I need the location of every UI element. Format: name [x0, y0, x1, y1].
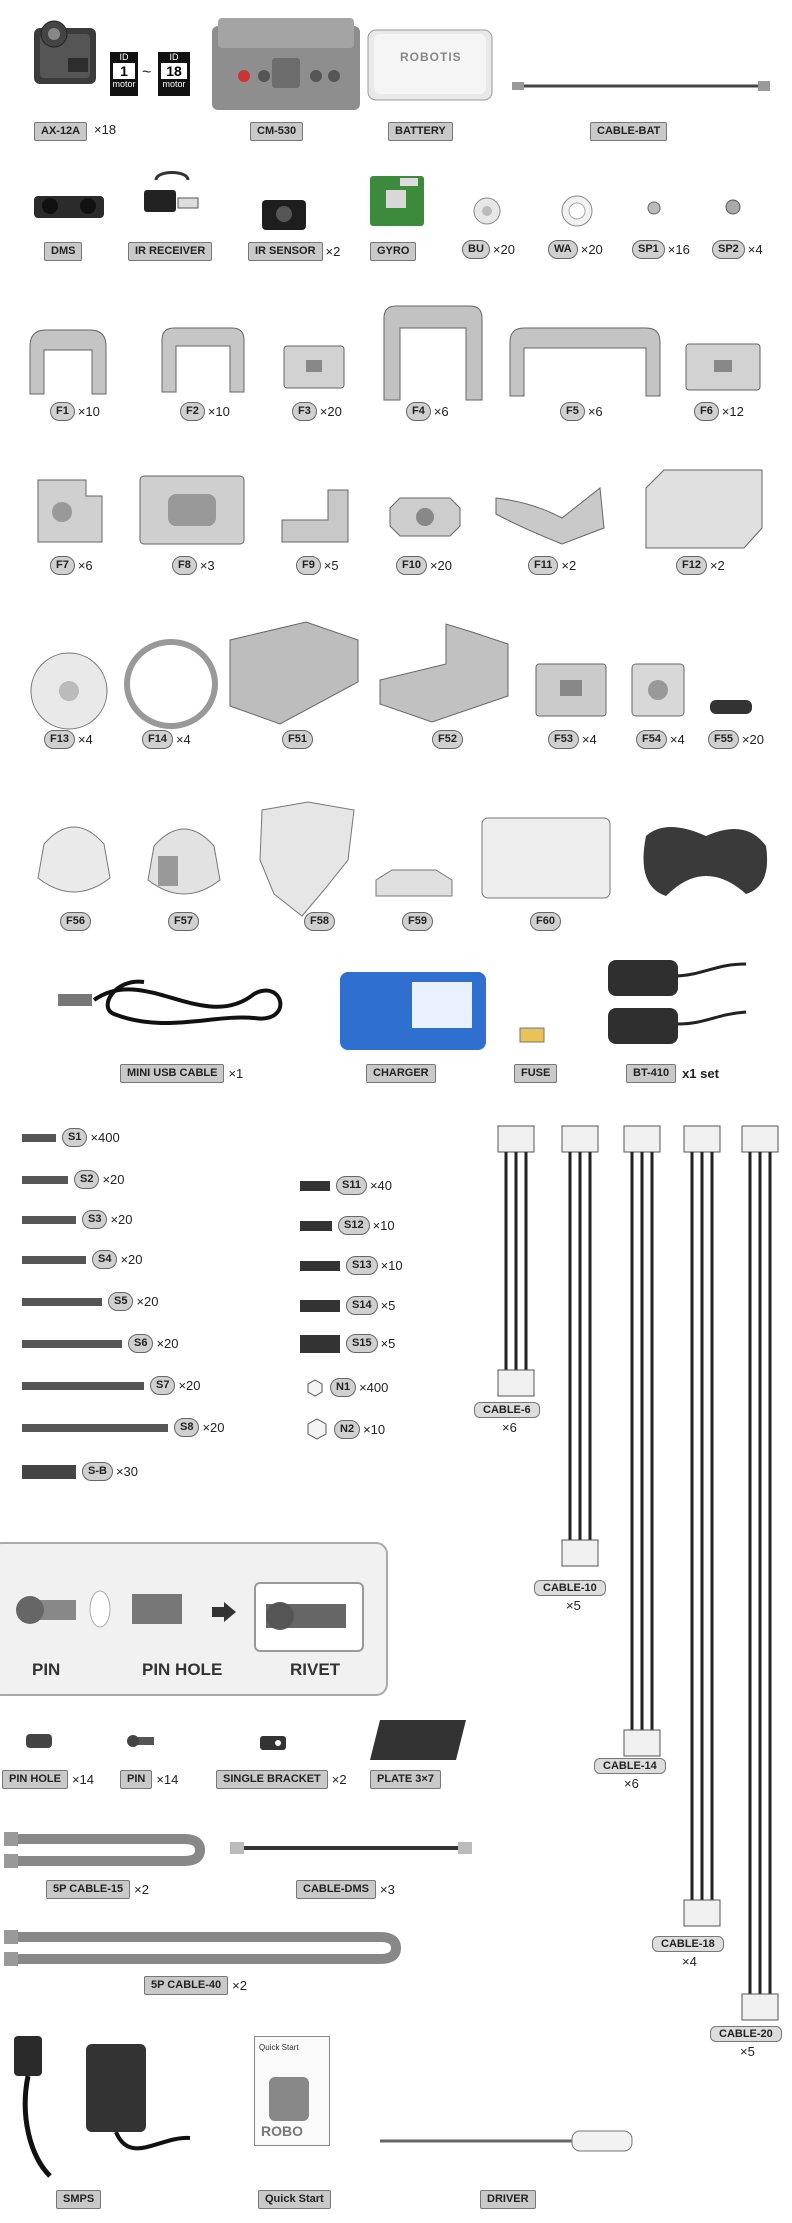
ir-receiver-image — [140, 170, 204, 230]
f7-image — [32, 476, 106, 546]
cable-dms-caption — [296, 1880, 395, 1899]
id-badge-18-num: 18 — [161, 63, 187, 79]
smps-image — [10, 2026, 200, 2180]
single-bracket-image — [258, 1734, 288, 1752]
f12-caption — [676, 556, 725, 575]
f53-image — [534, 662, 608, 718]
s14-screw — [300, 1300, 340, 1312]
bu-caption — [462, 240, 515, 259]
n1-qty: ×400 — [359, 1380, 389, 1395]
s4-row — [22, 1250, 143, 1269]
id-badge-1-sub: motor — [112, 79, 136, 89]
cable-6-image — [496, 1124, 536, 1400]
f7-code: F7 — [50, 556, 75, 575]
s14-code: S14 — [346, 1296, 378, 1315]
rivet-frame — [254, 1582, 364, 1652]
single-bracket-caption — [216, 1770, 347, 1789]
single-bracket-label: SINGLE BRACKET — [216, 1770, 328, 1789]
f12-image — [644, 468, 766, 550]
cable-10-image — [560, 1124, 600, 1570]
rivet-image — [266, 1596, 346, 1636]
s14-qty: ×5 — [380, 1298, 396, 1313]
ir-sensor-label: IR SENSOR — [248, 242, 323, 261]
f13-qty: ×4 — [77, 732, 93, 747]
wa-caption — [548, 240, 603, 259]
sp1-code: SP1 — [632, 240, 665, 259]
quick-start-label: Quick Start — [258, 2190, 331, 2209]
sp2-code: SP2 — [712, 240, 745, 259]
f54-image — [630, 662, 686, 718]
cable-bat-image — [512, 80, 772, 92]
pin-part-qty: ×14 — [156, 1772, 179, 1787]
s2-qty: ×20 — [102, 1172, 125, 1187]
f55-caption — [708, 730, 764, 749]
f58-caption — [304, 912, 335, 931]
f12-qty: ×2 — [709, 558, 725, 573]
f8-qty: ×3 — [199, 558, 215, 573]
charger-image — [340, 972, 486, 1050]
s13-row — [300, 1256, 403, 1275]
f10-caption — [396, 556, 452, 575]
servo-qty: ×18 — [94, 122, 117, 137]
f6-caption — [694, 402, 744, 421]
n1-nut-icon — [306, 1379, 324, 1397]
ir-sensor-qty: ×2 — [325, 244, 341, 259]
f11-code: F11 — [528, 556, 558, 575]
sp2-caption — [712, 240, 763, 259]
f51-code: F51 — [282, 730, 313, 749]
s6-code: S6 — [128, 1334, 153, 1353]
f5-caption — [560, 402, 603, 421]
f3-image — [282, 344, 346, 390]
bt-qty: x1 set — [682, 1066, 719, 1081]
5p-cable-40-image — [4, 1928, 396, 1968]
pin-text: PIN — [32, 1660, 61, 1679]
f51-caption — [282, 730, 313, 749]
f56-caption — [60, 912, 91, 931]
s12-row — [300, 1216, 395, 1235]
s5-qty: ×20 — [136, 1294, 159, 1309]
s7-qty: ×20 — [178, 1378, 201, 1393]
f59-caption — [402, 912, 433, 931]
f12-code: F12 — [676, 556, 707, 575]
n1-row — [306, 1378, 388, 1397]
id-badge-18 — [158, 52, 190, 96]
f4-qty: ×6 — [433, 404, 449, 419]
f9-code: F9 — [296, 556, 321, 575]
quick-start-cover-brand: ROBO — [261, 2123, 303, 2139]
pin-caption — [120, 1770, 178, 1789]
s1-row — [22, 1128, 120, 1147]
5p-cable-15-qty: ×2 — [134, 1882, 149, 1897]
s7-screw — [22, 1382, 144, 1390]
sp2-qty: ×4 — [747, 242, 763, 257]
s8-row — [22, 1418, 225, 1437]
f57-image — [144, 816, 224, 906]
s15-qty: ×5 — [380, 1336, 396, 1351]
n2-qty: ×10 — [363, 1421, 386, 1437]
ir-receiver-label: IR RECEIVER — [128, 242, 212, 261]
battery-brand: ROBOTIS — [400, 50, 462, 64]
smps-label: SMPS — [56, 2190, 101, 2209]
f1-caption — [50, 402, 100, 421]
pin-hole-part-image — [24, 1732, 54, 1750]
f10-code: F10 — [396, 556, 427, 575]
fuse-label: FUSE — [514, 1064, 557, 1083]
servo-image — [28, 18, 108, 88]
bu-image — [472, 196, 502, 226]
f54-caption — [636, 730, 685, 749]
s11-screw — [300, 1181, 330, 1191]
cable-14-label: CABLE-14 — [594, 1758, 666, 1774]
arrow-right-icon — [212, 1602, 236, 1622]
s6-row — [22, 1334, 179, 1353]
f13-code: F13 — [44, 730, 75, 749]
s3-row — [22, 1210, 133, 1229]
s8-screw — [22, 1424, 168, 1432]
cable-18-label: CABLE-18 — [652, 1936, 724, 1952]
s15-row — [300, 1334, 395, 1353]
f6-code: F6 — [694, 402, 719, 421]
battery-image — [368, 30, 492, 100]
f14-code: F14 — [142, 730, 173, 749]
n2-row — [306, 1418, 385, 1440]
s15-screw — [300, 1335, 340, 1353]
f5-image — [506, 324, 664, 398]
pin-hole-caption — [2, 1770, 94, 1789]
driver-label: DRIVER — [480, 2190, 536, 2209]
pin-hole-part-label: PIN HOLE — [2, 1770, 68, 1789]
s3-qty: ×20 — [110, 1212, 133, 1227]
s5-code: S5 — [108, 1292, 133, 1311]
s14-row — [300, 1296, 395, 1315]
bu-code: BU — [462, 240, 490, 259]
5p-cable-15-caption — [46, 1880, 149, 1899]
f1-code: F1 — [50, 402, 75, 421]
s2-code: S2 — [74, 1170, 99, 1189]
f4-caption — [406, 402, 449, 421]
pin-hole-text: PIN HOLE — [142, 1660, 223, 1679]
f60-image — [480, 816, 612, 900]
f58-image — [254, 800, 362, 918]
s2-screw — [22, 1176, 68, 1184]
f1-qty: ×10 — [77, 404, 100, 419]
cable-6-label: CABLE-6 — [474, 1402, 540, 1418]
sb-screw — [22, 1465, 76, 1479]
sb-qty: ×30 — [115, 1464, 139, 1479]
s12-screw — [300, 1221, 332, 1231]
usb-label: MINI USB CABLE — [120, 1064, 224, 1083]
f5-qty: ×6 — [587, 404, 603, 419]
s13-code: S13 — [346, 1256, 378, 1275]
f52-caption — [432, 730, 463, 749]
id-tilde: ~ — [142, 64, 152, 81]
s3-screw — [22, 1216, 76, 1224]
f8-image — [138, 474, 246, 546]
s8-code: S8 — [174, 1418, 199, 1437]
f8-code: F8 — [172, 556, 197, 575]
f55-qty: ×20 — [741, 732, 765, 747]
id-badge-1-num: 1 — [113, 63, 135, 79]
5p-cable-40-caption — [144, 1976, 247, 1995]
f58-code: F58 — [304, 912, 335, 931]
f11-caption — [528, 556, 576, 575]
cable-dms-label: CABLE-DMS — [296, 1880, 376, 1899]
controller-pad-image — [636, 816, 772, 900]
f9-caption — [296, 556, 339, 575]
f57-caption — [168, 912, 199, 931]
s3-code: S3 — [82, 1210, 107, 1229]
f11-qty: ×2 — [561, 558, 577, 573]
f54-code: F54 — [636, 730, 667, 749]
n1-code: N1 — [330, 1378, 356, 1397]
f4-code: F4 — [406, 402, 431, 421]
usb-cable-image — [54, 974, 304, 1034]
pin-hole-part-qty: ×14 — [71, 1772, 95, 1787]
f14-qty: ×4 — [175, 732, 191, 747]
quick-start-cover-title: Quick Start — [259, 2043, 299, 2052]
f57-code: F57 — [168, 912, 199, 931]
f13-image — [28, 650, 110, 732]
s7-row — [22, 1376, 201, 1395]
pin-hole-image — [88, 1584, 188, 1634]
f14-image — [124, 640, 218, 728]
wa-code: WA — [548, 240, 578, 259]
id-badge-18-sub: motor — [162, 79, 186, 89]
plate-image — [368, 1718, 468, 1762]
s11-row — [300, 1176, 392, 1195]
5p-cable-15-label: 5P CABLE-15 — [46, 1880, 130, 1899]
usb-qty: ×1 — [228, 1066, 244, 1081]
f2-qty: ×10 — [207, 404, 230, 419]
cable-18-image — [682, 1124, 722, 1930]
f6-qty: ×12 — [721, 404, 744, 419]
s7-code: S7 — [150, 1376, 175, 1395]
controller-image — [212, 18, 360, 110]
f2-image — [156, 324, 250, 394]
cable-dms-qty: ×3 — [380, 1882, 395, 1897]
cable-6-qty: ×6 — [502, 1420, 517, 1435]
f53-caption — [548, 730, 597, 749]
f13-caption — [44, 730, 93, 749]
pin-image — [16, 1592, 86, 1628]
5p-cable-15-image — [4, 1830, 200, 1870]
f9-qty: ×5 — [323, 558, 339, 573]
screwdriver-icon — [376, 2128, 638, 2154]
gyro-image — [370, 176, 424, 226]
id-badge-1-top: ID — [119, 52, 129, 62]
id-badge-18-top: ID — [169, 52, 179, 62]
cable-18-qty: ×4 — [682, 1954, 697, 1969]
plate-label: PLATE 3×7 — [370, 1770, 441, 1789]
f52-image — [376, 620, 512, 724]
cable-14-qty: ×6 — [624, 1776, 639, 1791]
s4-screw — [22, 1256, 86, 1264]
f51-image — [226, 620, 362, 726]
f2-code: F2 — [180, 402, 205, 421]
s1-code: S1 — [62, 1128, 87, 1147]
f6-image — [684, 342, 762, 392]
bt-caption — [626, 1064, 719, 1083]
cable-10-qty: ×5 — [566, 1598, 581, 1613]
cable-14-image — [622, 1124, 662, 1760]
bu-qty: ×20 — [492, 242, 515, 257]
controller-label: CM-530 — [250, 122, 303, 141]
s12-qty: ×10 — [372, 1218, 395, 1233]
ir-sensor-caption — [248, 242, 340, 261]
dms-label: DMS — [44, 242, 82, 261]
cable-20-qty: ×5 — [740, 2044, 755, 2059]
f8-caption — [172, 556, 215, 575]
5p-cable-40-label: 5P CABLE-40 — [144, 1976, 228, 1995]
f55-code: F55 — [708, 730, 739, 749]
s11-qty: ×40 — [369, 1178, 393, 1193]
f7-qty: ×6 — [77, 558, 93, 573]
charger-label: CHARGER — [366, 1064, 436, 1083]
bt-label: BT-410 — [626, 1064, 676, 1083]
s8-qty: ×20 — [202, 1420, 225, 1435]
f53-code: F53 — [548, 730, 579, 749]
f59-image — [372, 866, 456, 900]
f3-caption — [292, 402, 342, 421]
quick-start-booklet — [254, 2036, 330, 2146]
s5-screw — [22, 1298, 102, 1306]
sb-code: S-B — [82, 1462, 113, 1481]
f53-qty: ×4 — [581, 732, 597, 747]
wa-qty: ×20 — [580, 242, 603, 257]
cable-10-label: CABLE-10 — [534, 1580, 606, 1596]
s13-screw — [300, 1261, 340, 1271]
s12-code: S12 — [338, 1216, 370, 1235]
f52-code: F52 — [432, 730, 463, 749]
f56-image — [34, 814, 114, 904]
robot-photo — [269, 2077, 309, 2121]
ir-sensor-image — [262, 196, 306, 232]
pin-diagram-box — [0, 1542, 388, 1696]
battery-label: BATTERY — [388, 122, 453, 141]
5p-cable-40-qty: ×2 — [232, 1978, 247, 1993]
s1-screw — [22, 1134, 56, 1142]
sp1-image — [646, 200, 662, 216]
f11-image — [492, 478, 608, 548]
s2-row — [22, 1170, 125, 1189]
rivet-text: RIVET — [290, 1660, 341, 1679]
n2-code: N2 — [334, 1420, 360, 1439]
sp2-image — [724, 198, 742, 216]
sp1-caption — [632, 240, 690, 259]
s5-row — [22, 1292, 159, 1311]
bt-image — [606, 954, 756, 1050]
f3-code: F3 — [292, 402, 317, 421]
pin-part-label: PIN — [120, 1770, 152, 1789]
n2-nut-icon — [306, 1418, 328, 1440]
dms-image — [34, 188, 104, 224]
cable-20-image — [740, 1124, 780, 2024]
f14-caption — [142, 730, 191, 749]
s11-code: S11 — [336, 1176, 367, 1195]
f55-image — [708, 698, 754, 716]
wa-image — [560, 194, 594, 228]
f60-caption — [530, 912, 561, 931]
f59-code: F59 — [402, 912, 433, 931]
gyro-label: GYRO — [370, 242, 416, 261]
cable-dms-image — [230, 1840, 474, 1856]
s4-qty: ×20 — [120, 1252, 143, 1267]
servo-label: AX-12A — [34, 122, 87, 141]
f56-code: F56 — [60, 912, 91, 931]
single-bracket-qty: ×2 — [331, 1772, 347, 1787]
s6-qty: ×20 — [156, 1336, 179, 1351]
cable-bat-label: CABLE-BAT — [590, 122, 667, 141]
f60-code: F60 — [530, 912, 561, 931]
f7-caption — [50, 556, 93, 575]
f3-qty: ×20 — [319, 404, 342, 419]
sb-row — [22, 1462, 138, 1481]
s15-code: S15 — [346, 1334, 378, 1353]
fuse-image — [518, 1026, 546, 1044]
id-badge-1 — [110, 52, 138, 96]
f10-qty: ×20 — [429, 558, 453, 573]
f1-image — [22, 326, 114, 396]
s6-screw — [22, 1340, 122, 1348]
cable-20-label: CABLE-20 — [710, 2026, 782, 2042]
f4-image — [378, 304, 488, 402]
s1-qty: ×400 — [90, 1130, 120, 1145]
s13-qty: ×10 — [380, 1258, 403, 1273]
f5-code: F5 — [560, 402, 585, 421]
f10-image — [388, 494, 462, 540]
f2-caption — [180, 402, 230, 421]
sp1-qty: ×16 — [667, 242, 690, 257]
f54-qty: ×4 — [669, 732, 685, 747]
s4-code: S4 — [92, 1250, 117, 1269]
usb-caption — [120, 1064, 243, 1083]
pin-part-image — [126, 1734, 156, 1748]
f9-image — [278, 486, 352, 544]
